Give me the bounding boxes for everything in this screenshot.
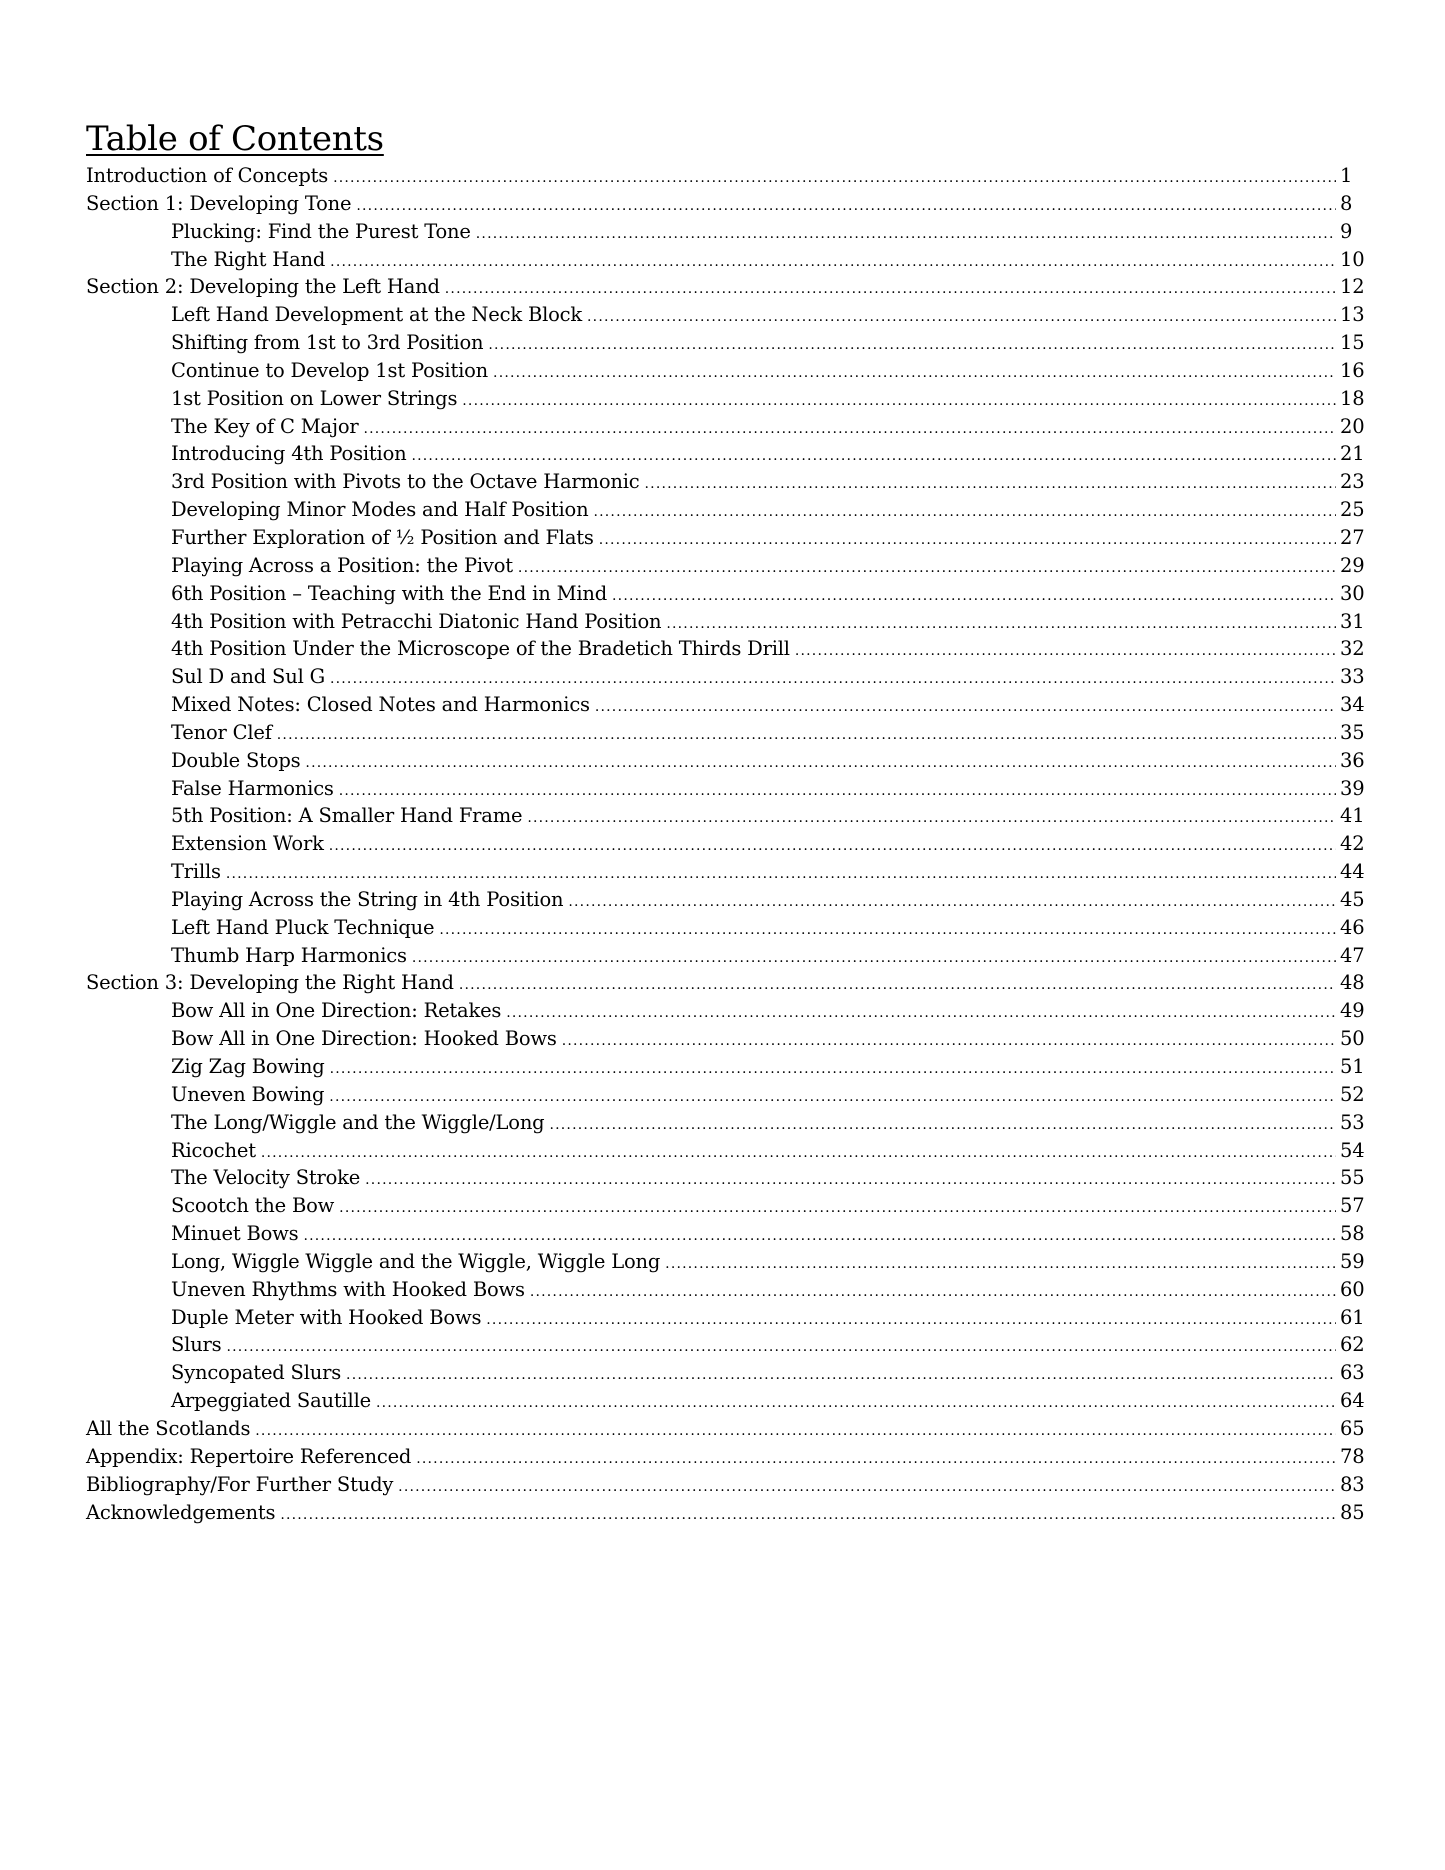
toc-entry-page: 31 (1340, 609, 1365, 633)
toc-entry-label: The Right Hand (171, 247, 326, 271)
toc-entry[interactable] (86, 691, 1366, 719)
toc-entry[interactable] (86, 1109, 1366, 1137)
toc-entry[interactable] (86, 1248, 1366, 1276)
toc-entry[interactable] (86, 830, 1366, 858)
toc-entry[interactable] (86, 1164, 1366, 1192)
toc-entry-page: 36 (1340, 748, 1365, 772)
dot-leader (493, 360, 1336, 388)
dot-leader (303, 1223, 1336, 1251)
toc-entry[interactable] (86, 357, 1366, 385)
dot-leader (226, 1334, 1336, 1362)
toc-entry-label: Zig Zag Bowing (171, 1055, 325, 1078)
toc-entry-label: Duple Meter with Hooked Bows (171, 1305, 482, 1329)
toc-entry-page: 49 (1340, 999, 1365, 1023)
toc-entry[interactable] (86, 1081, 1366, 1109)
dot-leader (346, 1362, 1336, 1390)
toc-entry[interactable] (86, 1276, 1366, 1304)
dot-leader (665, 1251, 1336, 1279)
toc-entry-label: False Harmonics (171, 776, 334, 800)
toc-entry-page: 8 (1340, 191, 1353, 215)
dot-leader (330, 1056, 1336, 1084)
toc-entry[interactable] (86, 1137, 1366, 1165)
toc-entry-label: All the Scotlands (86, 1416, 251, 1440)
toc-entry-label: Scootch the Bow (171, 1194, 335, 1218)
dot-leader (488, 332, 1336, 360)
dot-leader (595, 694, 1336, 722)
toc-entry[interactable] (86, 635, 1366, 663)
toc-entry-label: The Long/Wiggle and the Wiggle/Long (171, 1110, 545, 1134)
toc-entry-label: Sul D and Sul G (171, 665, 325, 689)
toc-entry-page: 12 (1340, 275, 1365, 299)
toc-entry-label: Ricochet (171, 1138, 256, 1162)
toc-entry-label: Slurs (171, 1333, 222, 1357)
dot-leader (568, 889, 1336, 917)
toc-entry-page: 85 (1340, 1500, 1365, 1524)
toc-entry[interactable] (86, 524, 1366, 552)
dot-leader (226, 861, 1336, 889)
toc-entry-page: 57 (1340, 1194, 1365, 1218)
toc-entry-page: 9 (1340, 219, 1353, 243)
toc-entry[interactable] (86, 775, 1366, 803)
toc-entry-page: 20 (1340, 414, 1365, 438)
toc-entry-label: Introducing 4th Position (171, 442, 407, 466)
toc-entry-label: Thumb Harp Harmonics (171, 943, 407, 967)
dot-leader (363, 416, 1336, 444)
dot-leader (305, 750, 1336, 778)
toc-entry[interactable] (86, 440, 1366, 468)
toc-entry-label: Developing Minor Modes and Half Position (171, 498, 589, 522)
dot-leader (416, 1446, 1336, 1474)
toc-entry-page: 46 (1340, 915, 1365, 939)
toc-entry[interactable] (86, 301, 1366, 329)
toc-entry[interactable] (86, 914, 1366, 942)
page-title: Table of Contents (86, 119, 384, 159)
dot-leader (527, 805, 1336, 833)
toc-entry-label: 1st Position on Lower Strings (171, 386, 458, 410)
toc-entry[interactable] (86, 580, 1366, 608)
dot-leader (506, 1000, 1336, 1028)
toc-entry[interactable] (86, 162, 1366, 190)
toc-entry-page: 44 (1340, 860, 1365, 884)
dot-leader (459, 972, 1336, 1000)
toc-entry-label: Section 3: Developing the Right Hand (86, 971, 454, 995)
dot-leader (612, 583, 1336, 611)
dot-leader (356, 193, 1336, 221)
toc-entry-page: 34 (1340, 693, 1365, 717)
dot-leader (518, 555, 1336, 583)
toc-entry[interactable] (86, 608, 1366, 636)
toc-entry-page: 33 (1340, 665, 1365, 689)
toc-entry[interactable] (86, 1415, 1366, 1443)
toc-entry-label: Plucking: Find the Purest Tone (171, 219, 471, 243)
toc-entry[interactable] (86, 969, 1366, 997)
dot-leader (645, 471, 1336, 499)
toc-entry-page: 53 (1340, 1110, 1365, 1134)
toc-entry[interactable] (86, 1053, 1366, 1081)
toc-entry[interactable] (86, 747, 1366, 775)
toc-entry[interactable] (86, 468, 1366, 496)
toc-entry-label: Introduction of Concepts (86, 164, 329, 187)
toc-entry-page: 50 (1340, 1027, 1365, 1051)
dot-leader (445, 276, 1336, 304)
toc-entry[interactable] (86, 997, 1366, 1025)
toc-entry-label: Playing Across the String in 4th Position (171, 887, 564, 911)
toc-entry[interactable] (86, 413, 1366, 441)
dot-leader (795, 638, 1336, 666)
toc-entry-label: Section 1: Developing Tone (86, 191, 352, 215)
toc-entry[interactable] (86, 496, 1366, 524)
dot-leader (593, 499, 1336, 527)
toc-entry-label: Left Hand Pluck Technique (171, 915, 435, 939)
toc-entry[interactable] (86, 1192, 1366, 1220)
toc-entry[interactable] (86, 719, 1366, 747)
dot-leader (486, 1307, 1336, 1335)
toc-entry[interactable] (86, 663, 1366, 691)
toc-entry-page: 78 (1340, 1444, 1365, 1468)
dot-leader (530, 1279, 1336, 1307)
toc-entry-page: 45 (1340, 887, 1365, 911)
dot-leader (339, 1195, 1336, 1223)
toc-entry[interactable] (86, 942, 1366, 970)
toc-entry-label: Extension Work (171, 832, 324, 856)
toc-entry-label: The Velocity Stroke (171, 1166, 361, 1190)
toc-entry[interactable] (86, 552, 1366, 580)
toc-entry[interactable] (86, 329, 1366, 357)
toc-entry-label: Tenor Clef (171, 720, 272, 744)
toc-entry[interactable] (86, 886, 1366, 914)
toc-entry-label: 5th Position: A Smaller Hand Frame (171, 804, 523, 828)
toc-entry-page: 61 (1340, 1305, 1365, 1329)
toc-entry-page: 54 (1340, 1138, 1365, 1162)
toc-entry-label: Arpeggiated Sautille (171, 1389, 371, 1413)
toc-entry-label: 6th Position – Teaching with the End in Mind (171, 581, 608, 605)
toc-entry[interactable] (86, 385, 1366, 413)
dot-leader (339, 778, 1336, 806)
toc-entry-label: Uneven Bowing (171, 1082, 325, 1106)
toc-entry-page: 47 (1340, 943, 1365, 967)
dot-leader (412, 945, 1336, 973)
toc-entry[interactable] (86, 802, 1366, 830)
toc-entry-page: 41 (1340, 804, 1365, 828)
dot-leader (476, 221, 1336, 249)
dot-leader (666, 611, 1336, 639)
toc-entry-page: 27 (1340, 525, 1365, 549)
toc-entry-page: 42 (1340, 832, 1365, 856)
toc-entry[interactable] (86, 1443, 1366, 1471)
toc-entry-page: 51 (1340, 1055, 1365, 1078)
toc-entry-page: 35 (1340, 720, 1365, 744)
dot-leader (330, 666, 1336, 694)
toc-entry-page: 55 (1340, 1166, 1365, 1190)
toc-entry[interactable] (86, 858, 1366, 886)
toc-entry-page: 65 (1340, 1416, 1365, 1440)
toc-entry[interactable] (86, 1499, 1366, 1527)
dot-leader (587, 304, 1336, 332)
toc-entry-page: 21 (1340, 442, 1365, 466)
toc-entry-label: 4th Position Under the Microscope of the Bradetich Thirds Drill (171, 637, 790, 661)
toc-entry-page: 64 (1340, 1389, 1365, 1413)
toc-entry-label: Bibliography/For Further Study (86, 1472, 394, 1496)
toc-entry[interactable] (86, 1304, 1366, 1332)
toc-entry-label: Shifting from 1st to 3rd Position (171, 331, 484, 355)
dot-leader (329, 833, 1336, 861)
toc-entry[interactable] (86, 246, 1366, 274)
toc-entry-label: Section 2: Developing the Left Hand (86, 275, 440, 299)
toc-entry-page: 23 (1340, 470, 1365, 494)
toc-entry[interactable] (86, 273, 1366, 301)
toc-entry[interactable] (86, 1331, 1366, 1359)
dot-leader (411, 443, 1336, 471)
toc-entry-page: 13 (1340, 303, 1365, 327)
toc-entry-page: 39 (1340, 776, 1365, 800)
dot-leader (277, 722, 1336, 750)
toc-entry-page: 25 (1340, 498, 1365, 522)
toc-entry-page: 63 (1340, 1361, 1365, 1385)
toc-entry-page: 18 (1340, 386, 1365, 410)
toc-list (86, 162, 1366, 1526)
toc-entry-label: The Key of C Major (171, 414, 359, 438)
dot-leader (280, 1502, 1336, 1530)
toc-entry[interactable] (86, 1387, 1366, 1415)
toc-entry-page: 30 (1340, 581, 1365, 605)
toc-entry-label: Mixed Notes: Closed Notes and Harmonics (171, 693, 590, 717)
document-page (86, 118, 1366, 1526)
toc-entry-label: Further Exploration of ½ Position and Flats (171, 525, 594, 549)
dot-leader (398, 1474, 1336, 1502)
toc-entry-label: Trills (171, 860, 221, 884)
toc-entry-label: Playing Across a Position: the Pivot (171, 553, 513, 577)
toc-entry[interactable] (86, 218, 1366, 246)
toc-entry-label: Appendix: Repertoire Referenced (86, 1444, 412, 1468)
toc-entry[interactable] (86, 1220, 1366, 1248)
toc-entry[interactable] (86, 190, 1366, 218)
toc-entry-label: Syncopated Slurs (171, 1361, 342, 1385)
toc-entry-page: 1 (1340, 164, 1353, 187)
dot-leader (365, 1167, 1336, 1195)
toc-entry-page: 58 (1340, 1222, 1365, 1246)
toc-entry-page: 48 (1340, 971, 1365, 995)
dot-leader (329, 1084, 1336, 1112)
toc-entry-label: Minuet Bows (171, 1222, 299, 1246)
dot-leader (439, 917, 1336, 945)
toc-entry-page: 60 (1340, 1277, 1365, 1301)
toc-entry-label: Bow All in One Direction: Retakes (171, 999, 502, 1023)
dot-leader (462, 388, 1336, 416)
toc-entry-label: Continue to Develop 1st Position (171, 358, 489, 382)
dot-leader (562, 1028, 1336, 1056)
dot-leader (599, 527, 1336, 555)
dot-leader (376, 1390, 1336, 1418)
toc-entry-page: 29 (1340, 553, 1365, 577)
toc-entry-label: Double Stops (171, 748, 301, 772)
dot-leader (255, 1418, 1336, 1446)
toc-entry-label: 4th Position with Petracchi Diatonic Hand Position (171, 609, 662, 633)
toc-entry[interactable] (86, 1025, 1366, 1053)
toc-entry-page: 62 (1340, 1333, 1365, 1357)
toc-entry-page: 15 (1340, 331, 1365, 355)
toc-entry-label: Acknowledgements (86, 1500, 276, 1524)
dot-leader (330, 249, 1336, 277)
toc-entry-page: 59 (1340, 1249, 1365, 1273)
toc-entry[interactable] (86, 1359, 1366, 1387)
dot-leader (333, 165, 1336, 193)
toc-entry-page: 83 (1340, 1472, 1365, 1496)
toc-entry[interactable] (86, 1471, 1366, 1499)
toc-entry-page: 10 (1340, 247, 1365, 271)
toc-entry-page: 16 (1340, 358, 1365, 382)
toc-entry-label: Left Hand Development at the Neck Block (171, 303, 583, 327)
toc-entry-label: 3rd Position with Pivots to the Octave Harmonic (171, 470, 640, 494)
toc-entry-label: Bow All in One Direction: Hooked Bows (171, 1027, 557, 1051)
toc-entry-label: Uneven Rhythms with Hooked Bows (171, 1277, 525, 1301)
dot-leader (261, 1140, 1336, 1168)
toc-entry-page: 52 (1340, 1082, 1365, 1106)
toc-entry-label: Long, Wiggle Wiggle and the Wiggle, Wiggle Long (171, 1249, 661, 1273)
toc-entry-page: 32 (1340, 637, 1365, 661)
dot-leader (549, 1112, 1336, 1140)
